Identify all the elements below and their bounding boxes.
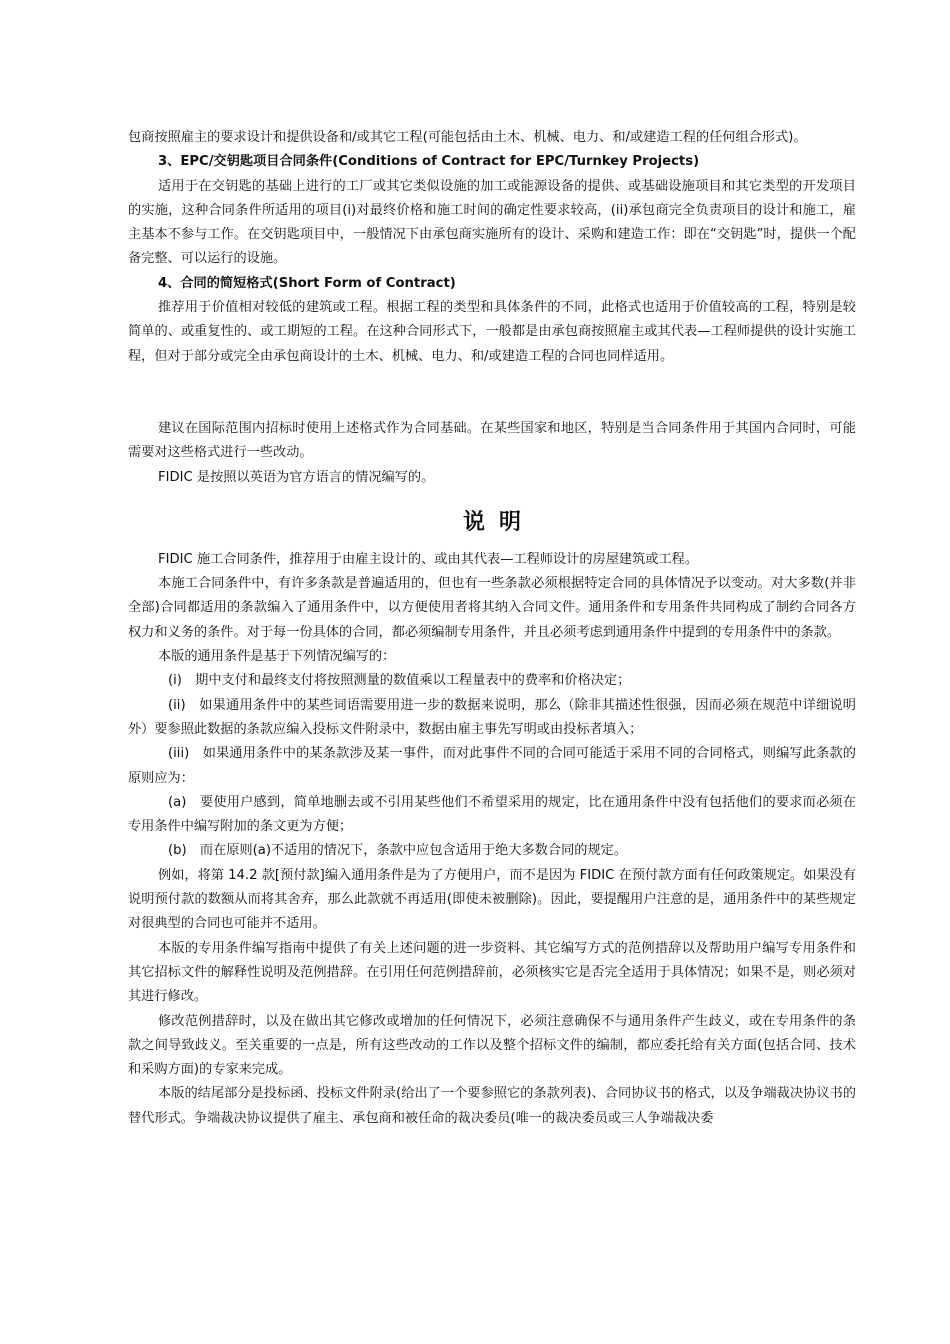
heading-short-form: 4、合同的简短格式(Short Form of Contract) [158,275,456,291]
paragraph-guidance: 本版的专用条件编写指南中提供了有关上述问题的进一步资料、其它编写方式的范例措辞以及帮助用户编写专用条件和其它招标文件的解释性说明及范例措辞。在引用任何范例措辞前，必须核实它是否完全适用于具体情况；如果不是，则必须对其进行修改。 [128,940,856,1005]
paragraph-fidic-language: FIDIC 是按照以英语为官方语言的情况编写的。 [158,469,435,485]
heading-epc-turnkey: 3、EPC/交钥匙项目合同条件(Conditions of Contract for EPC/Turnkey Projects) [158,154,700,170]
paragraph-example: 例如，将第 14.2 款[预付款]编入通用条件是为了方便用户，而不是因为 FIDIC 在预付款方面有任何政策规定。如果没有说明预付款的数额从而将其舍弃，那么此款就不再适用(即使未被删除)。因此，要提醒用户注意的是，通用条件中的某些规定对很典型的合同也可能并不适用。 [128,867,856,932]
paragraph-short-form: 推荐用于价值相对较低的建筑或工程。根据工程的类型和具体条件的不同，此格式也适用于价值较高的工程，特别是较简单的、或重复性的、或工期短的工程。在这种合同形式下，一般都是由承包商按照雇主或其代表—工程师提供的设计实施工程，但对于部分或完全由承包商设计的土木、机械、电力、和/或建造工程的合同也同样适用。 [128,300,856,364]
paragraph-basis: 本版的通用条件是基于下列情况编写的： [158,649,396,665]
list-item-a: (a) 要使用户感到，简单地删去或不引用某些他们不希望采用的规定，比在通用条件中没有包括他们的要求而必须在专用条件中编写附加的条文更为方便； [128,794,856,835]
list-item-i: (i) 期中支付和最终支付将按照测量的数值乘以工程量表中的费率和价格决定； [168,673,631,689]
paragraph-recommendation: 建议在国际范围内招标时使用上述格式作为合同基础。在某些国家和地区，特别是当合同条件用于其国内合同时，可能需要对这些格式进行一些改动。 [128,420,856,461]
paragraph-closing: 本版的结尾部分是投标函、投标文件附录(给出了一个要参照它的条款列表)、合同协议书的格式，以及争端裁决协议书的替代形式。争端裁决协议提供了雇主、承包商和被任命的裁决委员(唯一的裁决委员或三人争端裁决委 [128,1086,856,1126]
paragraph-modification: 修改范例措辞时，以及在做出其它修改或增加的任何情况下，必须注意确保不与通用条件产生歧义，或在专用条件的条款之间导致歧义。至关重要的一点是，所有这些改动的工作以及整个招标文件的编制，都应委托给有关方面(包括合同、技术和采购方面)的专家来完成。 [128,1013,856,1078]
paragraph-epc: 适用于在交钥匙的基础上进行的工厂或其它类似设施的加工或能源设备的提供、或基础设施项目和其它类型的开发项目的实施，这种合同条件所适用的项目(i)对最终价格和施工时间的确定性要求较高，(ii)承包商完全负责项目的设计和施工，雇主基本不参与工作。在交钥匙项目中，一般情况下由承包商实施所有的设计、采购和建造工作：即在“交钥匙”时，提供一个配备完整、可以运行的设施。 [128,178,856,267]
paragraph-intro: FIDIC 施工合同条件，推荐用于由雇主设计的、或由其代表—工程师设计的房屋建筑或工程。 [158,551,699,567]
list-item-b: (b) 而在原则(a)不适用的情况下，条款中应包含适用于绝大多数合同的规定。 [168,843,628,859]
section-title-explanation: 说明 [462,509,535,535]
document-body [128,126,856,1131]
list-item-iii: (iii) 如果通用条件中的某条款涉及某一事件，而对此事件不同的合同可能适于采用不同的合同格式，则编写此条款的原则应为： [128,746,856,786]
section-gap [128,369,856,417]
list-item-ii: (ii) 如果通用条件中的某些词语需要用进一步的数据来说明，那么（除非其描述性很强，因而必须在规范中详细说明外）要参照此数据的条款应编入投标文件附录中，数据由雇主事先写明或由投标者填入； [128,697,856,737]
paragraph-general-conditions: 本施工合同条件中，有许多条款是普遍适用的，但也有一些条款必须根据特定合同的具体情况予以变动。对大多数(并非全部)合同都适用的条款编入了通用条件中，以方便使用者将其纳入合同文件。通用条件和专用条件共同构成了制约合同各方权力和义务的条件。对于每一份具体的合同，都必须编制专用条件，并且必须考虑到通用条件中提到的专用条件中的条款。 [128,576,856,640]
paragraph-continuation: 包商按照雇主的要求设计和提供设备和/或其它工程(可能包括由土木、机械、电力、和/或建造工程的任何组合形式)。 [128,130,807,145]
